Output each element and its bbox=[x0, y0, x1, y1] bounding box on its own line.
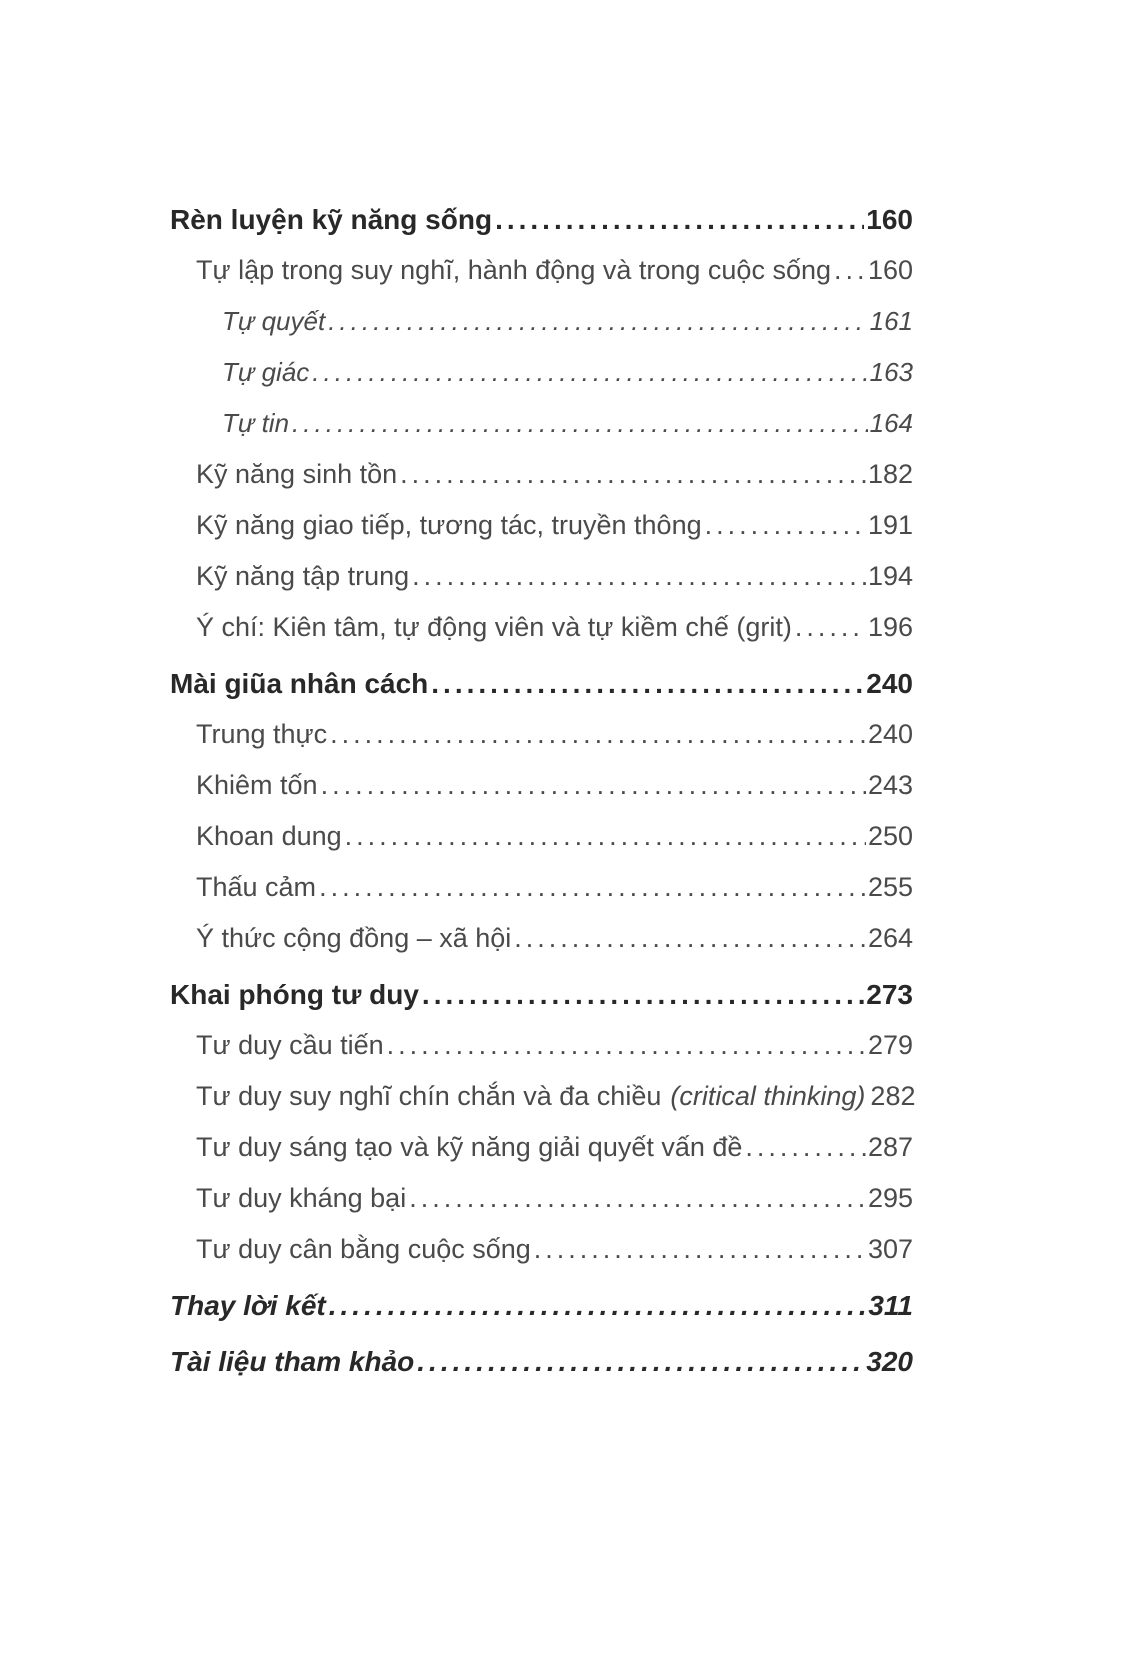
toc-row bbox=[170, 602, 913, 653]
toc-page-number: 287 bbox=[867, 1132, 913, 1162]
dot-leader bbox=[400, 449, 866, 500]
toc-row bbox=[170, 551, 913, 602]
toc-entry-label: Tự lập trong suy nghĩ, hành động và trong cuộc sống bbox=[196, 255, 831, 285]
toc-page-number: 250 bbox=[867, 821, 913, 851]
toc-entry-label: Khoan dung bbox=[196, 821, 342, 851]
toc-page-number: 194 bbox=[867, 561, 913, 591]
toc-row bbox=[170, 347, 913, 398]
toc-row bbox=[170, 760, 913, 811]
toc-entry-label: Tư duy cân bằng cuộc sống bbox=[196, 1234, 531, 1264]
toc-entry-label: Rèn luyện kỹ năng sống bbox=[170, 204, 493, 235]
dot-leader bbox=[345, 811, 866, 862]
toc-row bbox=[170, 1173, 913, 1224]
toc-row bbox=[170, 296, 913, 347]
toc-row bbox=[170, 194, 913, 245]
dot-leader bbox=[795, 602, 866, 653]
toc-entry-label: Kỹ năng sinh tồn bbox=[196, 459, 398, 489]
toc-page-number: 240 bbox=[866, 668, 913, 699]
dot-leader bbox=[431, 658, 864, 709]
toc-page-number: 191 bbox=[867, 510, 913, 540]
toc-row bbox=[170, 245, 913, 296]
dot-leader bbox=[745, 1122, 866, 1173]
toc-entry-label: Ý chí: Kiên tâm, tự động viên và tự kiềm chế (grit) bbox=[196, 612, 792, 642]
dot-leader bbox=[534, 1224, 866, 1275]
dot-leader bbox=[705, 500, 866, 551]
toc-row bbox=[170, 658, 913, 709]
toc-entry-label: Tự quyết bbox=[222, 306, 326, 336]
toc-page-number: 255 bbox=[867, 872, 913, 902]
toc-page-number: 160 bbox=[867, 255, 913, 285]
toc-page-number: 163 bbox=[869, 357, 913, 387]
dot-leader bbox=[329, 1280, 867, 1331]
toc-page-number: 320 bbox=[866, 1346, 913, 1377]
toc-row bbox=[170, 1020, 913, 1071]
toc-row bbox=[170, 709, 913, 760]
toc-page-number: 164 bbox=[869, 408, 913, 438]
toc-page-number: 196 bbox=[867, 612, 913, 642]
toc-entry-label: Tư duy kháng bại bbox=[196, 1183, 407, 1213]
toc-row bbox=[170, 1122, 913, 1173]
toc-entry-label: Kỹ năng giao tiếp, tương tác, truyền thông bbox=[196, 510, 702, 540]
toc-entry-label: Khai phóng tư duy bbox=[170, 979, 419, 1010]
toc-entry-label: Tư duy suy nghĩ chín chắn và đa chiều bbox=[196, 1081, 662, 1111]
dot-leader bbox=[328, 296, 867, 347]
toc-row bbox=[170, 398, 913, 449]
toc-entry-label: Tự tin bbox=[222, 408, 290, 438]
toc-page-number: 182 bbox=[867, 459, 913, 489]
dot-leader bbox=[312, 347, 867, 398]
dot-leader bbox=[321, 760, 866, 811]
toc-entry-label: Thay lời kết bbox=[170, 1290, 326, 1321]
toc-entry-label: Tài liệu tham khảo bbox=[170, 1346, 415, 1377]
toc-entry-label-italic-suffix: (critical thinking) bbox=[670, 1081, 866, 1111]
dot-leader bbox=[834, 245, 866, 296]
toc-entry-label: Tự giác bbox=[222, 357, 310, 387]
dot-leader bbox=[412, 551, 866, 602]
dot-leader bbox=[330, 709, 866, 760]
dot-leader bbox=[319, 862, 866, 913]
toc-page-number: 307 bbox=[867, 1234, 913, 1264]
dot-leader bbox=[495, 194, 864, 245]
dot-leader bbox=[422, 969, 864, 1020]
toc-entry-label: Tư duy cầu tiến bbox=[196, 1030, 384, 1060]
toc-row bbox=[170, 862, 913, 913]
toc-row bbox=[170, 811, 913, 862]
toc-entry-label: Kỹ năng tập trung bbox=[196, 561, 410, 591]
toc-page-number: 311 bbox=[868, 1290, 913, 1321]
toc-entry-label: Trung thực bbox=[196, 719, 328, 749]
toc-page-number: 273 bbox=[866, 979, 913, 1010]
toc-entry-label: Thấu cảm bbox=[196, 872, 317, 902]
toc-row bbox=[170, 969, 913, 1020]
toc-entry-label: Ý thức cộng đồng – xã hội bbox=[196, 923, 512, 953]
toc-page-number: 279 bbox=[867, 1030, 913, 1060]
toc-row bbox=[170, 913, 913, 964]
toc-entry-label: Tư duy sáng tạo và kỹ năng giải quyết vấn đề bbox=[196, 1132, 743, 1162]
toc-row bbox=[170, 1224, 913, 1275]
toc-page-number: 240 bbox=[867, 719, 913, 749]
dot-leader bbox=[292, 398, 868, 449]
dot-leader bbox=[387, 1020, 866, 1071]
toc-row bbox=[170, 449, 913, 500]
toc-row bbox=[170, 1336, 913, 1387]
toc-row bbox=[170, 1280, 913, 1331]
toc-page-number: 295 bbox=[867, 1183, 913, 1213]
toc-page-number: 243 bbox=[867, 770, 913, 800]
toc-row bbox=[170, 1071, 916, 1122]
toc-page-number: 282 bbox=[870, 1081, 916, 1111]
toc-page-number: 264 bbox=[867, 923, 913, 953]
toc-entry-label: Khiêm tốn bbox=[196, 770, 318, 800]
dot-leader bbox=[409, 1173, 866, 1224]
toc-page-number: 160 bbox=[866, 204, 913, 235]
dot-leader bbox=[514, 913, 866, 964]
toc-entry-label: Mài giũa nhân cách bbox=[170, 668, 429, 699]
toc-page-number: 161 bbox=[869, 306, 913, 336]
dot-leader bbox=[417, 1336, 864, 1387]
toc-row bbox=[170, 500, 913, 551]
